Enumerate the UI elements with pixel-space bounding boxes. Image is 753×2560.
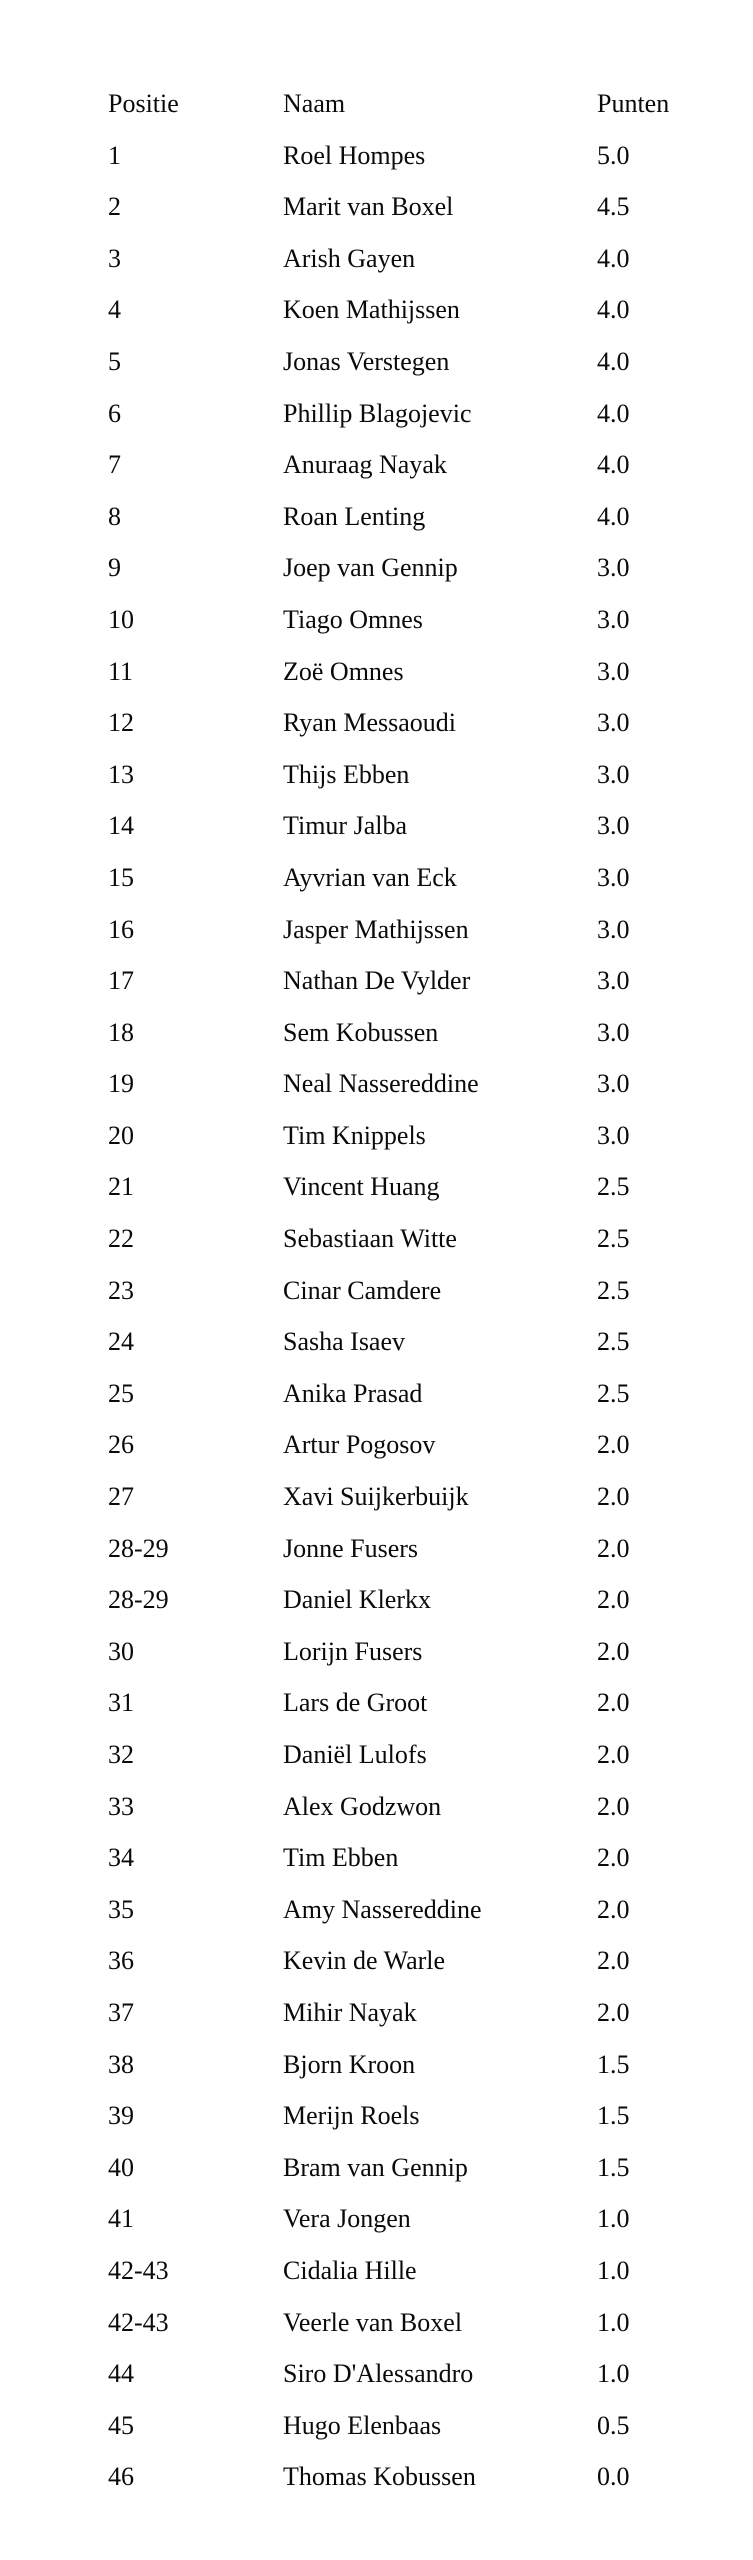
table-row <box>108 398 697 450</box>
standings-table <box>108 88 697 2513</box>
name-cell: Tim Ebben <box>283 1843 399 1873</box>
table-row <box>108 2410 697 2462</box>
points-cell: 1.5 <box>597 2049 630 2079</box>
points-cell: 4.0 <box>597 243 630 273</box>
table-row <box>108 656 697 708</box>
table-row <box>108 1584 697 1636</box>
name-cell: Jasper Mathijssen <box>283 914 469 944</box>
position-cell: 5 <box>108 346 121 376</box>
points-cell: 2.0 <box>597 1791 630 1821</box>
name-cell: Zoë Omnes <box>283 656 404 686</box>
name-cell: Arish Gayen <box>283 243 416 273</box>
name-cell: Phillip Blagojevic <box>283 398 472 428</box>
points-cell: 2.0 <box>597 1946 630 1976</box>
name-cell: Siro D'Alessandro <box>283 2359 474 2389</box>
table-row <box>108 1533 697 1585</box>
points-cell: 3.0 <box>597 1017 630 1047</box>
points-cell: 3.0 <box>597 759 630 789</box>
name-cell: Hugo Elenbaas <box>283 2410 442 2440</box>
table-row <box>108 1326 697 1378</box>
position-cell: 16 <box>108 914 134 944</box>
name-cell: Anuraag Nayak <box>283 450 447 480</box>
position-cell: 40 <box>108 2152 134 2182</box>
name-cell: Ryan Messaoudi <box>283 708 456 738</box>
table-row <box>108 1120 697 1172</box>
position-cell: 36 <box>108 1946 134 1976</box>
table-row <box>108 2461 697 2513</box>
table-row <box>108 1739 697 1791</box>
name-cell: Sem Kobussen <box>283 1017 439 1047</box>
points-cell: 2.0 <box>597 1894 630 1924</box>
name-cell: Lorijn Fusers <box>283 1636 423 1666</box>
table-row <box>108 552 697 604</box>
name-cell: Thomas Kobussen <box>283 2462 476 2492</box>
points-cell: 2.5 <box>597 1378 630 1408</box>
table-row <box>108 1894 697 1946</box>
table-row <box>108 1997 697 2049</box>
table-row <box>108 1687 697 1739</box>
points-cell: 2.0 <box>597 1585 630 1615</box>
points-cell: 0.0 <box>597 2462 630 2492</box>
points-cell: 3.0 <box>597 708 630 738</box>
points-cell: 4.0 <box>597 295 630 325</box>
points-cell: 3.0 <box>597 862 630 892</box>
name-cell: Tiago Omnes <box>283 604 423 634</box>
table-row <box>108 2100 697 2152</box>
name-cell: Alex Godzwon <box>283 1791 442 1821</box>
position-cell: 11 <box>108 656 134 686</box>
name-cell: Bram van Gennip <box>283 2152 468 2182</box>
table-row <box>108 1378 697 1430</box>
table-row <box>108 862 697 914</box>
position-cell: 19 <box>108 1069 134 1099</box>
points-cell: 5.0 <box>597 140 630 170</box>
points-cell: 4.5 <box>597 192 630 222</box>
name-cell: Vera Jongen <box>283 2204 411 2234</box>
points-cell: 2.0 <box>597 1482 630 1512</box>
position-cell: 41 <box>108 2204 134 2234</box>
name-cell: Mihir Nayak <box>283 1997 417 2027</box>
position-cell: 39 <box>108 2101 134 2131</box>
position-cell: 44 <box>108 2359 134 2389</box>
points-cell: 4.0 <box>597 398 630 428</box>
name-cell: Veerle van Boxel <box>283 2307 463 2337</box>
position-cell: 33 <box>108 1791 134 1821</box>
name-cell: Anika Prasad <box>283 1378 423 1408</box>
position-cell: 31 <box>108 1688 134 1718</box>
table-row <box>108 1223 697 1275</box>
position-cell: 3 <box>108 243 121 273</box>
position-cell: 30 <box>108 1636 134 1666</box>
table-row <box>108 191 697 243</box>
table-row <box>108 914 697 966</box>
position-cell: 2 <box>108 192 121 222</box>
name-cell: Bjorn Kroon <box>283 2049 416 2079</box>
position-cell: 17 <box>108 966 134 996</box>
position-cell: 26 <box>108 1430 134 1460</box>
points-cell: 0.5 <box>597 2410 630 2440</box>
position-cell: 21 <box>108 1172 134 1202</box>
name-cell: Jonas Verstegen <box>283 346 450 376</box>
position-cell: 12 <box>108 708 134 738</box>
position-cell: 28-29 <box>108 1585 169 1615</box>
points-cell: 2.0 <box>597 1740 630 1769</box>
position-cell: 10 <box>108 604 134 634</box>
points-cell: 2.0 <box>597 1997 630 2027</box>
points-cell: 4.0 <box>597 450 630 480</box>
points-cell: 2.5 <box>597 1172 630 1202</box>
points-cell: 3.0 <box>597 966 630 996</box>
points-cell: 3.0 <box>597 1069 630 1099</box>
name-cell: Joep van Gennip <box>283 553 458 583</box>
table-row <box>108 1842 697 1894</box>
name-cell: Marit van Boxel <box>283 192 454 222</box>
table-row <box>108 2049 697 2101</box>
name-cell: Sebastiaan Witte <box>283 1224 457 1254</box>
name-cell: Roan Lenting <box>283 501 426 531</box>
position-cell: 4 <box>108 295 121 325</box>
table-row <box>108 707 697 759</box>
table-row <box>108 2255 697 2307</box>
table-row <box>108 1068 697 1120</box>
position-cell: 14 <box>108 811 134 841</box>
points-cell: 3.0 <box>597 1120 630 1150</box>
position-cell: 32 <box>108 1740 134 1769</box>
points-cell: 3.0 <box>597 553 630 583</box>
table-row <box>108 449 697 501</box>
name-cell: Ayvrian van Eck <box>283 862 457 892</box>
table-row <box>108 2203 697 2255</box>
name-cell: Kevin de Warle <box>283 1946 446 1976</box>
table-row <box>108 2358 697 2410</box>
table-row <box>108 1791 697 1843</box>
points-cell: 2.0 <box>597 1636 630 1666</box>
table-row <box>108 965 697 1017</box>
table-row <box>108 501 697 553</box>
header-naam: Naam <box>283 89 346 118</box>
position-cell: 6 <box>108 398 121 428</box>
name-cell: Daniel Klerkx <box>283 1585 432 1615</box>
position-cell: 18 <box>108 1017 134 1047</box>
position-cell: 22 <box>108 1224 134 1254</box>
position-cell: 38 <box>108 2049 134 2079</box>
points-cell: 1.5 <box>597 2152 630 2182</box>
position-cell: 34 <box>108 1843 134 1873</box>
position-cell: 37 <box>108 1997 134 2027</box>
table-header-row <box>108 88 697 140</box>
points-cell: 3.0 <box>597 811 630 841</box>
points-cell: 1.0 <box>597 2204 630 2234</box>
name-cell: Timur Jalba <box>283 811 407 841</box>
table-row <box>108 1429 697 1481</box>
points-cell: 2.0 <box>597 1430 630 1460</box>
position-cell: 45 <box>108 2410 134 2440</box>
position-cell: 42-43 <box>108 2307 169 2337</box>
table-row <box>108 294 697 346</box>
points-cell: 3.0 <box>597 656 630 686</box>
position-cell: 7 <box>108 450 121 480</box>
position-cell: 46 <box>108 2462 134 2492</box>
table-row <box>108 2152 697 2204</box>
points-cell: 3.0 <box>597 914 630 944</box>
table-row <box>108 1945 697 1997</box>
position-cell: 15 <box>108 862 134 892</box>
name-cell: Jonne Fusers <box>283 1533 419 1563</box>
name-cell: Amy Nassereddine <box>283 1894 482 1924</box>
name-cell: Artur Pogosov <box>283 1430 436 1460</box>
position-cell: 20 <box>108 1120 134 1150</box>
points-cell: 2.5 <box>597 1327 630 1357</box>
name-cell: Vincent Huang <box>283 1172 440 1202</box>
points-cell: 4.0 <box>597 501 630 531</box>
table-body <box>108 140 697 2513</box>
points-cell: 1.0 <box>597 2307 630 2337</box>
position-cell: 1 <box>108 140 121 170</box>
name-cell: Daniël Lulofs <box>283 1740 427 1769</box>
table-row <box>108 1481 697 1533</box>
table-row <box>108 810 697 862</box>
points-cell: 3.0 <box>597 604 630 634</box>
table-row <box>108 1636 697 1688</box>
points-cell: 1.5 <box>597 2101 630 2131</box>
name-cell: Tim Knippels <box>283 1120 426 1150</box>
table-row <box>108 759 697 811</box>
table-row <box>108 1017 697 1069</box>
table-row <box>108 140 697 192</box>
name-cell: Nathan De Vylder <box>283 966 471 996</box>
position-cell: 24 <box>108 1327 134 1357</box>
points-cell: 1.0 <box>597 2255 630 2285</box>
header-punten: Punten <box>597 89 670 118</box>
table-row <box>108 1275 697 1327</box>
position-cell: 13 <box>108 759 134 789</box>
points-cell: 2.5 <box>597 1224 630 1254</box>
name-cell: Thijs Ebben <box>283 759 410 789</box>
name-cell: Cidalia Hille <box>283 2255 417 2285</box>
position-cell: 42-43 <box>108 2255 169 2285</box>
position-cell: 23 <box>108 1275 134 1305</box>
points-cell: 2.0 <box>597 1843 630 1873</box>
table-row <box>108 604 697 656</box>
name-cell: Xavi Suijkerbuijk <box>283 1482 469 1512</box>
table-row <box>108 2307 697 2359</box>
points-cell: 2.0 <box>597 1533 630 1563</box>
name-cell: Sasha Isaev <box>283 1327 406 1357</box>
position-cell: 35 <box>108 1894 134 1924</box>
table-row <box>108 243 697 295</box>
position-cell: 9 <box>108 553 121 583</box>
position-cell: 25 <box>108 1378 134 1408</box>
header-positie: Positie <box>108 89 179 118</box>
position-cell: 8 <box>108 501 121 531</box>
name-cell: Merijn Roels <box>283 2101 420 2131</box>
name-cell: Neal Nassereddine <box>283 1069 479 1099</box>
points-cell: 1.0 <box>597 2359 630 2389</box>
position-cell: 28-29 <box>108 1533 169 1563</box>
points-cell: 4.0 <box>597 346 630 376</box>
position-cell: 27 <box>108 1482 134 1512</box>
table-row <box>108 346 697 398</box>
points-cell: 2.5 <box>597 1275 630 1305</box>
table-row <box>108 1171 697 1223</box>
name-cell: Lars de Groot <box>283 1688 428 1718</box>
points-cell: 2.0 <box>597 1688 630 1718</box>
name-cell: Roel Hompes <box>283 140 426 170</box>
name-cell: Cinar Camdere <box>283 1275 442 1305</box>
name-cell: Koen Mathijssen <box>283 295 460 325</box>
